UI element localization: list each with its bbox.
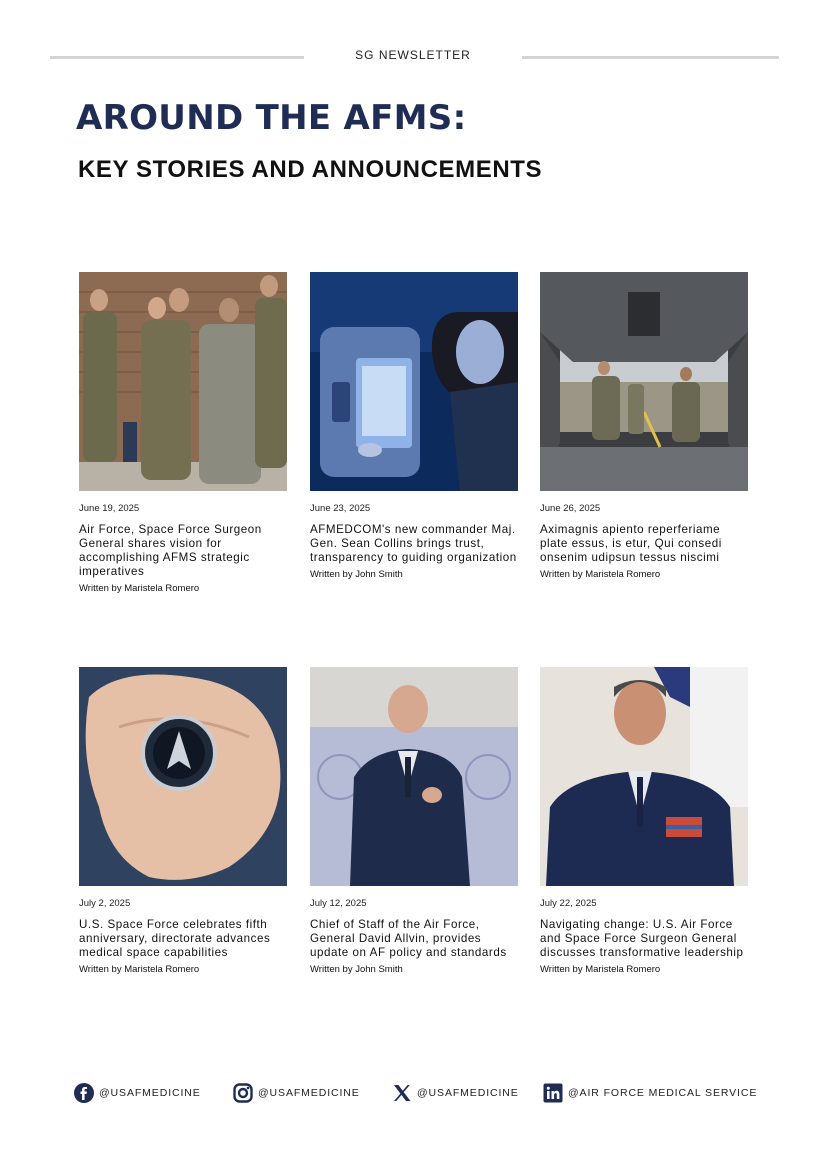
article-card[interactable] xyxy=(310,272,518,580)
article-photo[interactable] xyxy=(540,667,748,886)
article-headline[interactable]: Air Force, Space Force Surgeon General shares vision for accomplishing AFMS strategic imperatives xyxy=(79,523,262,578)
social-link-x[interactable] xyxy=(392,1082,519,1104)
article-date: July 12, 2025 xyxy=(310,898,367,909)
article-card[interactable] xyxy=(79,667,287,975)
facebook-icon xyxy=(74,1083,94,1103)
article-photo-airmen-group xyxy=(79,272,287,491)
header-rule-left xyxy=(50,56,304,59)
article-date: July 22, 2025 xyxy=(540,898,597,909)
article-photo[interactable] xyxy=(79,667,287,886)
newsletter-header xyxy=(50,48,779,68)
article-photo-medical-monitor xyxy=(310,272,518,491)
social-label: @USAFMEDICINE xyxy=(99,1087,201,1099)
article-byline: Written by Maristela Romero xyxy=(540,964,661,975)
page-title: AROUND THE AFMS: xyxy=(76,98,467,138)
article-photo-space-force-coin xyxy=(79,667,287,886)
article-date: June 19, 2025 xyxy=(79,503,140,514)
article-byline: Written by Maristela Romero xyxy=(79,964,200,975)
article-date: June 26, 2025 xyxy=(540,503,601,514)
article-date: July 2, 2025 xyxy=(79,898,131,909)
header-rule-right xyxy=(522,56,779,59)
article-headline[interactable]: Chief of Staff of the Air Force, General David Allvin, provides update on AF policy and standards xyxy=(310,918,507,959)
instagram-icon xyxy=(233,1083,253,1103)
social-link-instagram[interactable] xyxy=(233,1082,360,1104)
article-photo[interactable] xyxy=(79,272,287,491)
article-photo-general-speaking xyxy=(310,667,518,886)
social-label: @AIR FORCE MEDICAL SERVICE xyxy=(568,1087,758,1099)
article-byline: Written by John Smith xyxy=(310,569,403,580)
article-date: June 23, 2025 xyxy=(310,503,371,514)
social-link-linkedin[interactable] xyxy=(543,1082,757,1104)
article-photo-cargo-aircraft xyxy=(540,272,748,491)
article-byline: Written by Maristela Romero xyxy=(79,583,200,594)
article-photo-general-portrait xyxy=(540,667,748,886)
x-icon xyxy=(392,1083,412,1103)
article-headline[interactable]: Navigating change: U.S. Air Force and Space Force Surgeon General discusses transformative leadership xyxy=(540,918,744,959)
newsletter-label: SG NEWSLETTER xyxy=(355,48,471,62)
article-headline[interactable]: AFMEDCOM's new commander Maj. Gen. Sean Collins brings trust, transparency to guiding organization xyxy=(310,523,517,564)
social-link-facebook[interactable] xyxy=(74,1082,201,1104)
article-card[interactable] xyxy=(310,667,518,975)
article-headline[interactable]: U.S. Space Force celebrates fifth anniversary, directorate advances medical space capabilities xyxy=(79,918,271,959)
article-byline: Written by John Smith xyxy=(310,964,403,975)
article-photo[interactable] xyxy=(310,272,518,491)
social-label: @USAFMEDICINE xyxy=(417,1087,519,1099)
article-card[interactable] xyxy=(540,667,748,975)
article-card[interactable] xyxy=(79,272,287,594)
article-card[interactable] xyxy=(540,272,748,580)
page-subtitle: KEY STORIES AND ANNOUNCEMENTS xyxy=(78,156,543,183)
article-headline[interactable]: Aximagnis apiento reperferiame plate essus, is etur, Qui consedi onsenim udipsun tessus niscimi xyxy=(540,523,722,564)
social-label: @USAFMEDICINE xyxy=(258,1087,360,1099)
article-byline: Written by Maristela Romero xyxy=(540,569,661,580)
article-photo[interactable] xyxy=(310,667,518,886)
article-photo[interactable] xyxy=(540,272,748,491)
linkedin-icon xyxy=(543,1083,563,1103)
